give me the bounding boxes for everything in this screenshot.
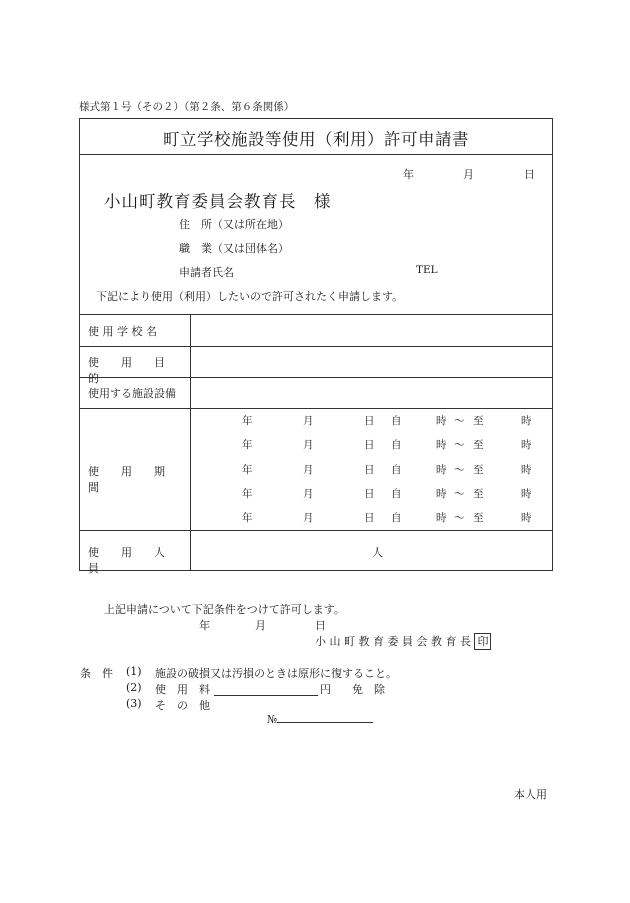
condition-3-number: (3) — [126, 697, 142, 710]
divider — [80, 314, 552, 315]
permission-month: 月 — [255, 619, 266, 632]
condition-2-number: (2) — [126, 681, 142, 694]
number-field: № — [267, 711, 373, 726]
form-title: 町立学校施設等使用（利用）許可申請書 — [163, 130, 469, 149]
facility-label: 使用する施設設備 — [88, 387, 176, 400]
application-form — [79, 118, 553, 575]
condition-1-number: (1) — [126, 665, 142, 678]
divider — [80, 346, 552, 347]
period-row: 年 月 日 自 時 ～ 至 時 — [242, 488, 532, 500]
condition-1-text: 施設の破損又は汚損のときは原形に復すること。 — [155, 667, 397, 680]
tel-label: TEL — [416, 264, 438, 276]
permission-text: 上記申請について下記条件をつけて許可します。 — [104, 603, 345, 616]
period-row: 年 月 日 自 時 ～ 至 時 — [242, 512, 532, 524]
date-day: 日 — [524, 168, 535, 181]
school-name-label: 使 用 学 校 名 — [88, 325, 157, 338]
period-label: 使 用 期 間 — [88, 465, 187, 494]
addressee: 小山町教育委員会教育長 様 — [104, 192, 332, 211]
seal-mark: 印 — [474, 633, 491, 650]
conditions-label: 条 件 — [80, 667, 113, 680]
period-row: 年 月 日 自 時 ～ 至 時 — [242, 464, 532, 476]
address-label: 住 所（又は所在地） — [179, 218, 289, 231]
form-id: 様式第１号（その２）（第２条、第６条関係） — [79, 101, 295, 113]
applicant-name-label: 申請者氏名 — [179, 266, 234, 279]
fee-unit: 円 — [320, 683, 331, 696]
condition-3-text: そ の 他 — [155, 699, 210, 712]
purpose-label: 使 用 目 的 — [88, 356, 187, 385]
people-unit: 人 — [372, 546, 383, 559]
date-month: 月 — [463, 168, 474, 181]
fee-blank — [214, 681, 318, 700]
issuer: 小 山 町 教 育 委 員 会 教 育 長 印 — [315, 633, 491, 650]
divider — [80, 530, 552, 531]
divider — [80, 154, 552, 155]
date-year: 年 — [403, 168, 414, 181]
exemption: 免 除 — [352, 683, 385, 696]
condition-2-text: 使 用 料 — [155, 683, 210, 696]
occupation-label: 職 業（又は団体名） — [179, 242, 289, 255]
people-label: 使 用 人 員 — [88, 546, 187, 575]
footer-copy-label: 本人用 — [514, 788, 547, 801]
period-row: 年 月 日 自 時 ～ 至 時 — [242, 415, 532, 427]
period-row: 年 月 日 自 時 ～ 至 時 — [242, 439, 532, 451]
request-text: 下記により使用（利用）したいので許可されたく申請します。 — [96, 290, 404, 303]
permission-day: 日 — [315, 619, 326, 632]
permission-year: 年 — [199, 619, 210, 632]
